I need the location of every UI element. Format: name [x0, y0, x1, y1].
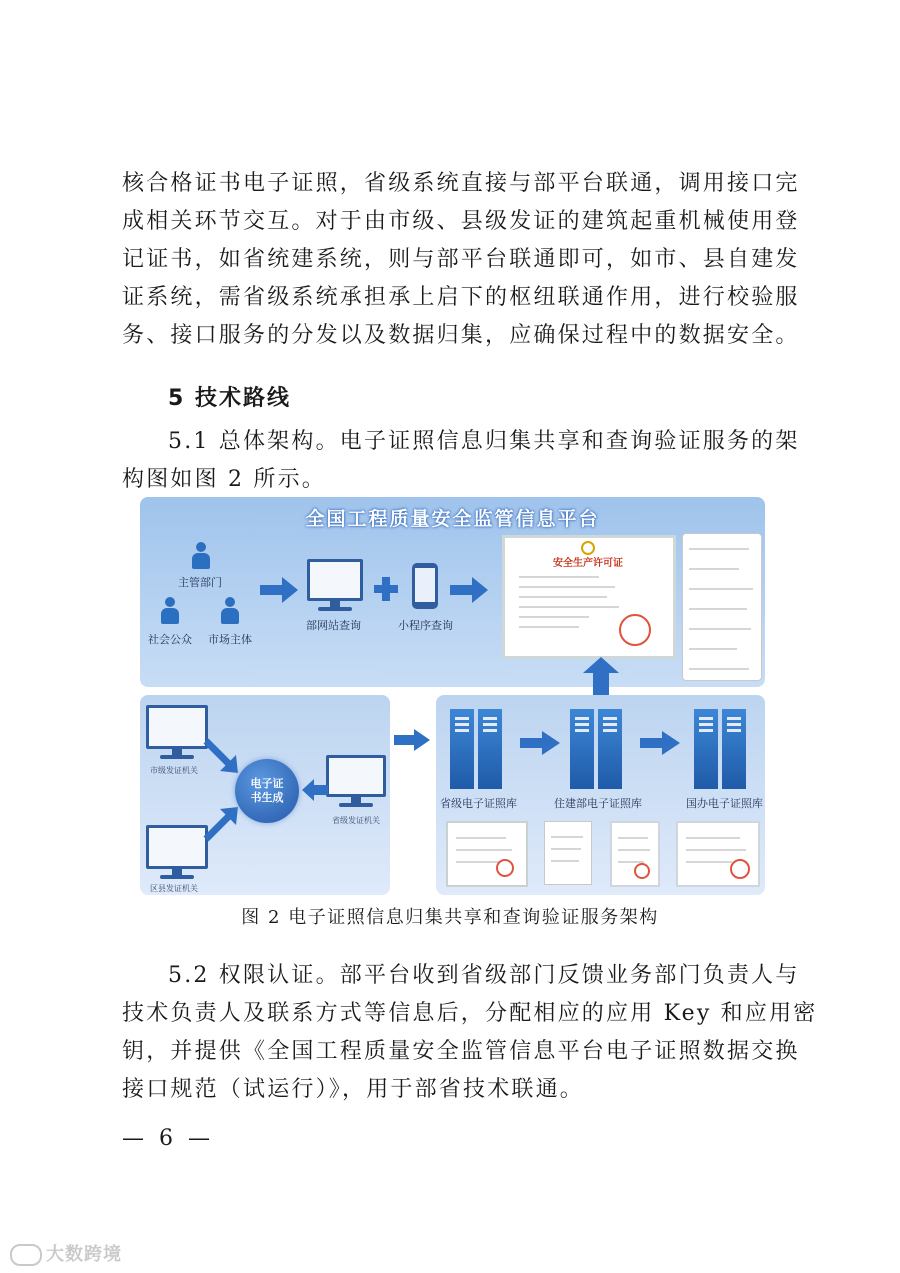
query-app-label: 小程序查询 [398, 619, 453, 632]
monitor-icon [146, 825, 208, 879]
certificate-thumbnail [676, 821, 760, 887]
library-label: 国办电子证照库 [686, 797, 763, 810]
server-icon [570, 709, 622, 789]
text-line: 钥，并提供《全国工程质量安全监管信息平台电子证照数据交换 [122, 1039, 800, 1064]
figure-title: 全国工程质量安全监管信息平台 [305, 508, 600, 530]
person-icon [221, 597, 239, 624]
monitor-icon [326, 755, 386, 807]
phone-icon [412, 563, 438, 609]
certificate-thumbnail [544, 821, 592, 885]
arrow-left-icon [302, 779, 328, 801]
paragraph-3 [122, 957, 818, 1109]
monitor-icon [146, 705, 208, 759]
paragraph-1 [122, 165, 800, 355]
seal-icon [619, 614, 651, 646]
monitor-icon [307, 559, 363, 611]
text-line: 5.1 总体架构。电子证照信息归集共享和查询验证服务的架 [168, 429, 800, 454]
watermark-logo-icon [10, 1244, 42, 1266]
arrow-right-icon [450, 577, 490, 603]
text-line: 接口规范（试运行）》，用于部省技术联通。 [122, 1077, 585, 1102]
mobile-certificate-image [682, 533, 762, 681]
query-web-label: 部网站查询 [306, 619, 361, 632]
page-number: — 6 — [122, 1126, 214, 1151]
text-line: 构图如图 2 所示。 [122, 467, 326, 492]
plus-icon [374, 577, 398, 601]
cert-generation-node [235, 759, 299, 823]
text-line: 核合格证书电子证照，省级系统直接与部平台联通，调用接口完 [122, 171, 800, 196]
emblem-icon [581, 541, 595, 555]
arrow-right-icon [640, 731, 680, 755]
library-label: 省级电子证照库 [440, 797, 517, 810]
section-heading: 5 技术路线 [168, 386, 291, 411]
certificate-thumbnail [610, 821, 660, 887]
arrow-right-icon [394, 729, 430, 751]
person-icon [161, 597, 179, 624]
architecture-figure [140, 497, 765, 897]
arrow-right-icon [260, 577, 300, 603]
person-icon [192, 542, 210, 569]
arrow-right-icon [520, 731, 560, 755]
paragraph-2 [122, 423, 800, 499]
arrow-diagonal-icon [202, 803, 242, 843]
arrow-up-icon [583, 657, 619, 697]
issuer-label: 市级发证机关 [150, 766, 198, 775]
library-label: 住建部电子证照库 [554, 797, 642, 810]
user-label: 市场主体 [208, 633, 252, 646]
watermark: 大数跨境 [10, 1240, 122, 1266]
issuer-label: 省级发证机关 [332, 816, 380, 825]
text-line: 5.2 权限认证。部平台收到省级部门反馈业务部门负责人与 [168, 963, 800, 988]
issuer-label: 区县发证机关 [150, 884, 198, 893]
server-icon [694, 709, 746, 789]
center-label: 电子证 书生成 [250, 777, 284, 804]
certificate-title: 安全生产许可证 [553, 558, 623, 569]
certificate-image [502, 535, 676, 659]
user-label: 主管部门 [178, 576, 222, 589]
text-line: 记证书，如省统建系统，则与部平台联通即可，如市、县自建发 [122, 247, 800, 272]
text-line: 成相关环节交互。对于由市级、县级发证的建筑起重机械使用登 [122, 209, 800, 234]
user-label: 社会公众 [148, 633, 192, 646]
text-line: 务、接口服务的分发以及数据归集，应确保过程中的数据安全。 [122, 323, 800, 348]
certificate-thumbnail [446, 821, 528, 887]
server-icon [450, 709, 502, 789]
text-line: 技术负责人及联系方式等信息后，分配相应的应用 Key 和应用密 [122, 1001, 818, 1026]
text-line: 证系统，需省级系统承担承上启下的枢纽联通作用，进行校验服 [122, 285, 800, 310]
figure-caption: 图 2 电子证照信息归集共享和查询验证服务架构 [241, 907, 659, 928]
